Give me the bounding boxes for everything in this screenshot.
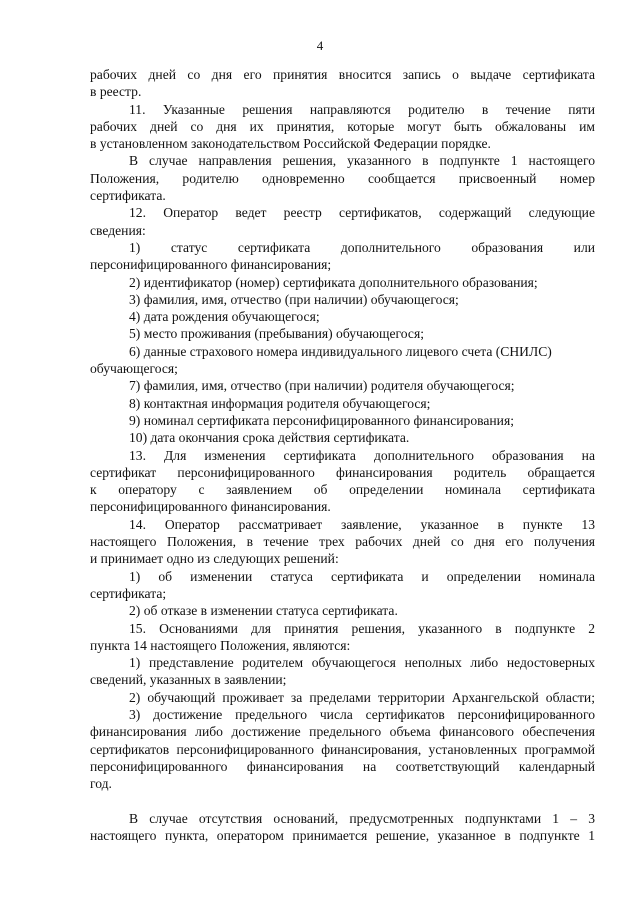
text-line: сертификат персонифицированного финансирования родитель обращается [90, 464, 595, 480]
text-line: 6) данные страхового номера индивидуального лицевого счета (СНИЛС) [129, 343, 552, 359]
text-line: 12. Оператор ведет реестр сертификатов, содержащий следующие [129, 205, 595, 221]
text-line: 1) статус сертификата дополнительного образования или [129, 239, 595, 255]
text-line: персонифицированного финансирования. [90, 499, 331, 515]
text-line: сведения: [90, 222, 146, 238]
text-line: год. [90, 776, 112, 792]
text-line: финансирования либо достижение предельного объема финансового обеспечения [90, 724, 595, 740]
text-line: 2) об отказе в изменении статуса сертификата. [129, 603, 398, 619]
text-line: сведений, указанных в заявлении; [90, 672, 287, 688]
text-line: 3) достижение предельного числа сертификатов персонифицированного [129, 706, 595, 722]
text-line: В случае отсутствия оснований, предусмотренных подпунктами 1 – 3 [129, 810, 595, 826]
text-line: сертификатов персонифицированного финансирования, установленных программой [90, 741, 595, 757]
text-line: рабочих дней со дня их принятия, которые могут быть обжалованы им [90, 118, 595, 134]
text-line: к оператору с заявлением об определении номинала сертификата [90, 482, 595, 498]
text-line: в реестр. [90, 84, 142, 100]
text-line: 7) фамилия, имя, отчество (при наличии) родителя обучающегося; [129, 378, 515, 394]
text-line: и принимает одно из следующих решений: [90, 551, 339, 567]
page-number: 4 [316, 38, 324, 53]
text-line: 15. Основаниями для принятия решения, указанного в подпункте 2 [129, 620, 595, 636]
text-line: рабочих дней со дня его принятия вносится запись о выдаче сертификата [90, 67, 595, 82]
text-line: сертификата; [90, 585, 167, 601]
text-line: пункта 14 настоящего Положения, являются: [90, 637, 351, 653]
text-line: 11. Указанные решения направляются родителю в течение пяти [129, 101, 595, 117]
text-line: 1) представление родителем обучающегося неполных либо недостоверных [129, 655, 595, 671]
text-line: настоящего пункта, оператором принимается решение, указанное в подпункте 1 [90, 828, 595, 844]
text-line: обучающегося; [90, 361, 178, 377]
text-line: В случае направления решения, указанного в подпункте 1 настоящего [129, 153, 595, 169]
text-line: Положения, родителю одновременно сообщается присвоенный номер [90, 170, 595, 186]
text-line: персонифицированного финансирования; [90, 257, 332, 273]
text-line: настоящего Положения, в течение трех рабочих дней со дня его получения [90, 534, 595, 550]
text-line: 2) идентификатор (номер) сертификата дополнительного образования; [129, 274, 538, 290]
text-line: 9) номинал сертификата персонифицированного финансирования; [129, 412, 514, 428]
text-line: 10) дата окончания срока действия сертификата. [129, 430, 410, 446]
text-line: 1) об изменении статуса сертификата и определении номинала [129, 568, 595, 584]
text-line: 14. Оператор рассматривает заявление, указанное в пункте 13 [129, 516, 595, 532]
text-line: 2) обучающий проживает за пределами территории Архангельской области; [129, 689, 595, 705]
document-body [90, 66, 595, 844]
text-line: сертификата. [90, 188, 166, 204]
text-line: 3) фамилия, имя, отчество (при наличии) обучающегося; [129, 291, 459, 307]
text-line: 5) место проживания (пребывания) обучающегося; [129, 326, 424, 342]
blank-line [90, 792, 595, 809]
text-line: 8) контактная информация родителя обучающегося; [129, 395, 431, 411]
text-line: 13. Для изменения сертификата дополнительного образования на [129, 447, 595, 463]
text-line: в установленном законодательством Российской Федерации порядке. [90, 136, 491, 152]
text-line: персонифицированного финансирования на соответствующий календарный [90, 758, 595, 774]
text-line: 4) дата рождения обучающегося; [129, 309, 320, 325]
